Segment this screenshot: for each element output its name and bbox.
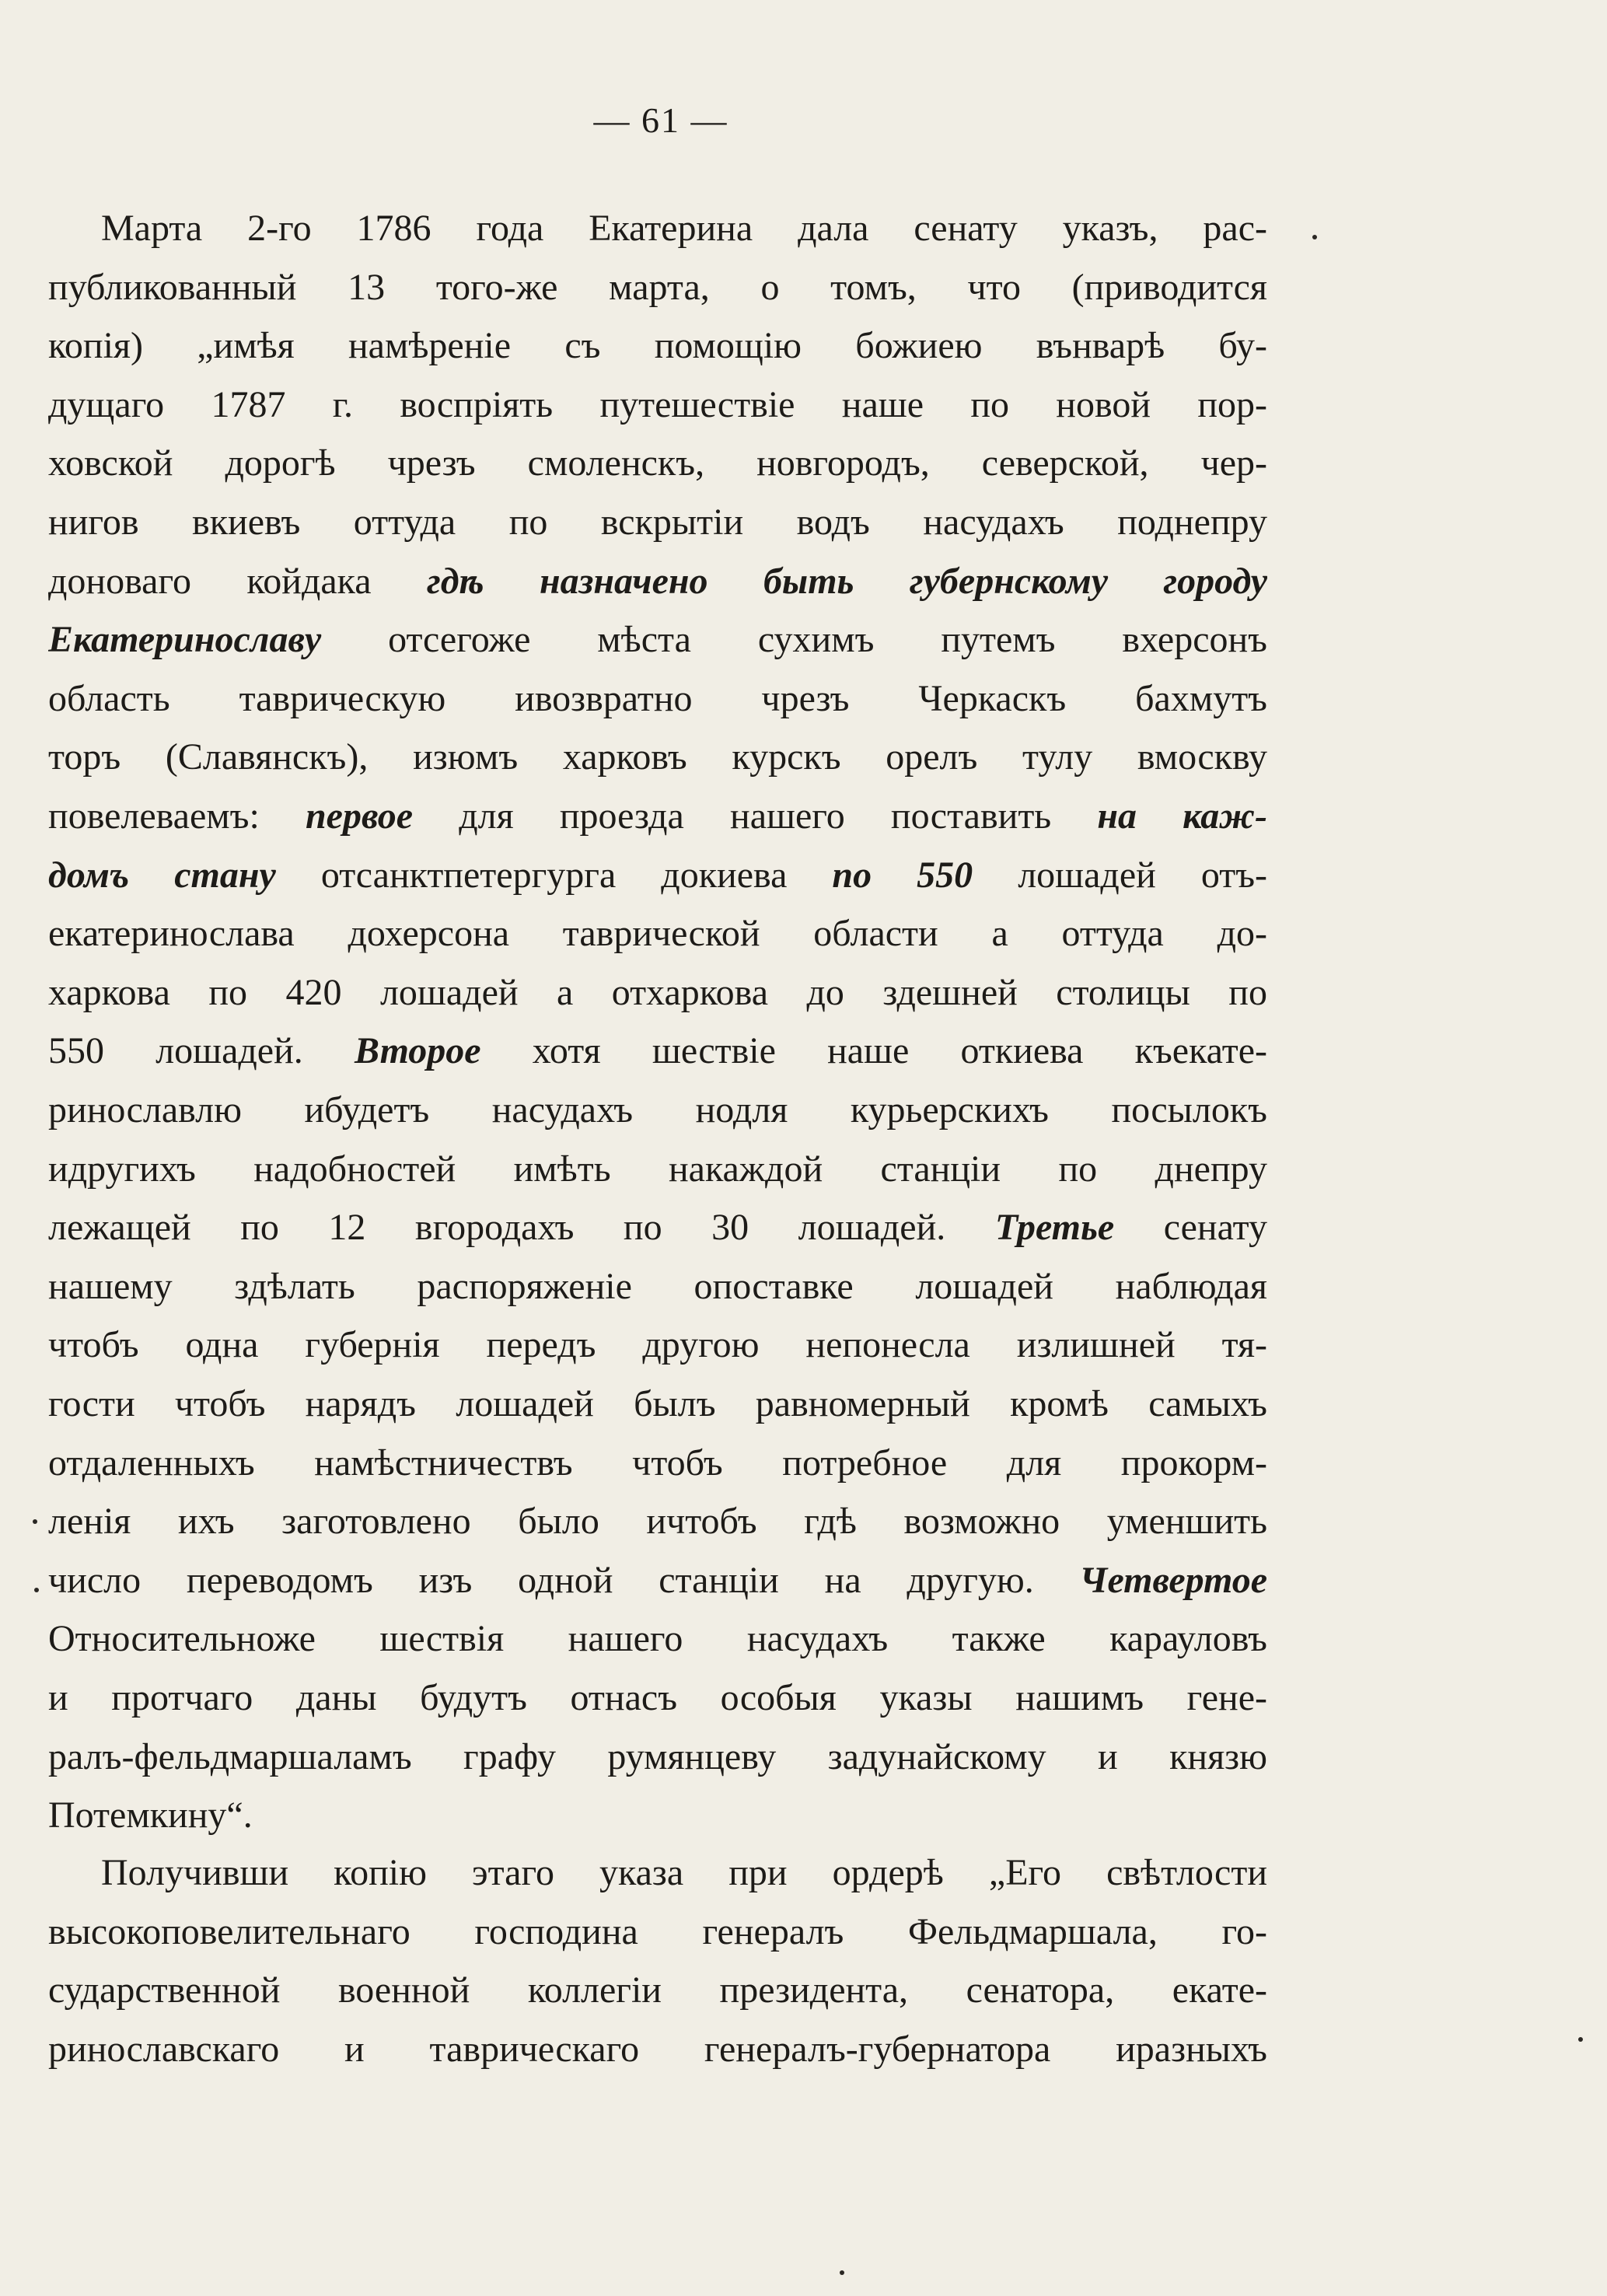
scan-speck <box>33 1519 37 1524</box>
text-run: ховской дорогѣ чрезъ смоленскъ, новгородъ, северской, чер- <box>48 442 1267 484</box>
text-run: екатеринослава дохерсона таврической области а оттуда до- <box>48 913 1267 955</box>
text-run: Относительноже шествія нашего насудахъ также карауловъ <box>48 1618 1267 1660</box>
emphasis-text: на каж- <box>1097 795 1267 837</box>
text-line <box>48 1085 1267 1135</box>
emphasis-text: домъ стану <box>48 854 276 896</box>
emphasis-text: первое <box>305 795 414 837</box>
text-run: Марта 2-го 1786 года Екатерина дала сенату указъ, рас- <box>101 208 1267 249</box>
text-run: ленія ихъ заготовлено было ичтобъ гдѣ возможно уменшить <box>48 1501 1267 1543</box>
text-line <box>48 2025 1267 2074</box>
text-line <box>48 1262 1267 1312</box>
scan-speck <box>34 1588 39 1592</box>
scan-speck <box>840 2270 844 2275</box>
text-line <box>48 1203 1267 1253</box>
text-line <box>48 1556 1267 1606</box>
scan-speck <box>1312 235 1317 239</box>
text-run: ринославскаго и таврическаго генералъ-губернатора иразныхъ <box>48 2028 1267 2070</box>
text-run: отдаленныхъ намѣстничествъ чтобъ потребное для прокорм- <box>48 1442 1267 1483</box>
text-run: область таврическую ивозвратно чрезъ Черкаскъ бахмутъ <box>48 677 1267 719</box>
text-line <box>48 1320 1267 1370</box>
text-line <box>48 1438 1267 1488</box>
emphasis-text: гдѣ назначено быть губернскому городу <box>427 560 1267 602</box>
text-line <box>48 1907 1267 1957</box>
text-run: сударственной военной коллегіи президента, сенатора, екате- <box>48 1969 1267 2011</box>
text-run: харкова по 420 лошадей а отхаркова до здешней столицы по <box>48 971 1267 1013</box>
scan-speck <box>1578 2037 1583 2042</box>
text-line <box>48 909 1267 959</box>
text-run: отсанктпетергурга докиева <box>275 854 833 896</box>
text-run: высокоповелительнаго господина генералъ Фельдмаршала, го- <box>48 1910 1267 1952</box>
text-run: число переводомъ изъ одной станціи на другую. <box>48 1559 1080 1601</box>
text-line <box>48 1026 1267 1076</box>
text-run: дущаго 1787 г. воспріять путешествіе наше по новой пор- <box>48 383 1267 425</box>
text-run: идругихъ надобностей имѣть накаждой станціи по днепру <box>48 1148 1267 1190</box>
text-run: гости чтобъ нарядъ лошадей былъ равномерный кромѣ самыхъ <box>48 1383 1267 1424</box>
text-line <box>48 674 1267 724</box>
text-line <box>48 1848 1267 1898</box>
text-run: копія) „имѣя намѣреніе съ помощію божиею вънварѣ бу- <box>48 325 1267 367</box>
text-line <box>48 1145 1267 1194</box>
text-run: хотя шествіе наше откиева къекате- <box>480 1030 1267 1072</box>
text-line <box>48 498 1267 547</box>
text-line <box>48 792 1267 841</box>
text-line <box>48 204 1267 253</box>
text-run: публикованный 13 того-же марта, о томъ, что (приводится <box>48 266 1267 308</box>
text-run: нашему здѣлать распоряженіе опоставке лошадей наблюдая <box>48 1265 1267 1307</box>
text-line <box>48 1791 1267 1840</box>
text-run: ралъ-фельдмаршаламъ графу румянцеву задунайскому и князю <box>48 1735 1267 1777</box>
text-run: чтобъ одна губернія передъ другою непонесла излишней тя- <box>48 1324 1267 1366</box>
text-run: отсегоже мѣста сухимъ путемъ вхерсонъ <box>321 619 1267 661</box>
text-line <box>48 1379 1267 1429</box>
text-line <box>48 1614 1267 1664</box>
text-run: ринославлю ибудетъ насудахъ нодля курьерскихъ посылокъ <box>48 1089 1267 1131</box>
text-run: лежащей по 12 вгородахъ по 30 лошадей. <box>48 1207 995 1249</box>
text-run: 550 лошадей. <box>48 1030 355 1072</box>
page-number: — 61 — <box>593 100 728 140</box>
text-run: Получивши копію этаго указа при ордерѣ „Его свѣтлости <box>101 1852 1267 1893</box>
text-run: доноваго койдака <box>48 560 427 602</box>
text-line <box>48 1673 1267 1723</box>
text-line <box>48 968 1267 1018</box>
text-line <box>48 439 1267 488</box>
text-run: Потемкину“. <box>48 1795 253 1836</box>
text-run: повелеваемъ: <box>48 795 306 837</box>
text-run: для проезда нашего поставить <box>413 795 1098 837</box>
emphasis-text: по 550 <box>832 854 973 896</box>
text-run: сенату <box>1114 1207 1267 1249</box>
text-line <box>48 263 1267 313</box>
emphasis-text: Второе <box>354 1030 481 1072</box>
text-line <box>48 1966 1267 2015</box>
text-line <box>48 321 1267 371</box>
text-line <box>48 1732 1267 1782</box>
text-line <box>48 615 1267 665</box>
text-run: нигов вкиевъ оттуда по вскрытіи водъ насудахъ поднепру <box>48 501 1267 543</box>
text-run: торъ (Славянскъ), изюмъ харковъ курскъ орелъ тулу вмоскву <box>48 736 1267 778</box>
text-run: лошадей отъ- <box>973 854 1267 896</box>
text-line <box>48 732 1267 782</box>
emphasis-text: Екатеринославу <box>48 619 322 661</box>
text-line <box>48 557 1267 606</box>
emphasis-text: Четвертое <box>1079 1559 1267 1601</box>
text-line <box>48 851 1267 900</box>
emphasis-text: Третье <box>994 1207 1115 1249</box>
text-run: и протчаго даны будутъ отнасъ особыя указы нашимъ гене- <box>48 1677 1267 1718</box>
text-line <box>48 1497 1267 1546</box>
text-line <box>48 380 1267 430</box>
